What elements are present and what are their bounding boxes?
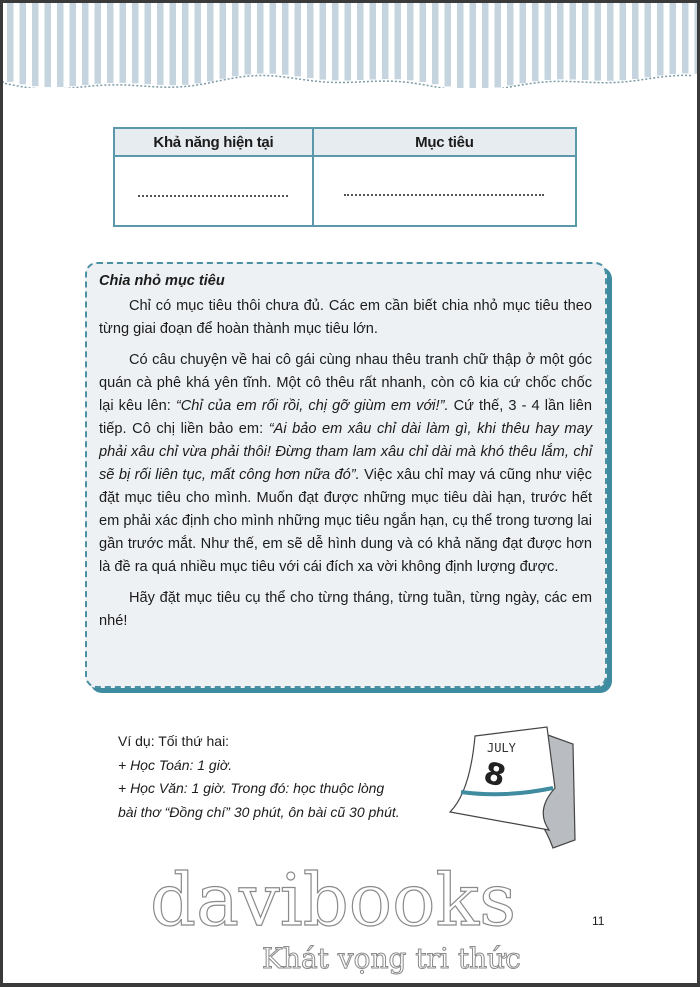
goal-table: [113, 127, 577, 227]
stripe: [657, 3, 664, 76]
decorative-stripe-header: [3, 3, 697, 88]
stripe: [207, 3, 214, 81]
column-header-current-ability: Khả năng hiện tại: [114, 128, 313, 156]
callout-paragraph-1: Chỉ có mục tiêu thôi chưa đủ. Các em cần biết chia nhỏ mục tiêu theo từng giai đoạn để hoàn thành mục tiêu lớn.: [99, 298, 592, 337]
stripe: [407, 3, 414, 80]
stripe: [532, 3, 539, 81]
callout-paragraph-3: Hãy đặt mục tiêu cụ thể cho từng tháng, từng tuần, từng ngày, các em nhé!: [99, 590, 592, 629]
calendar-month: JULY: [487, 741, 516, 755]
watermark-slogan: Khát vọng tri thức: [262, 942, 521, 975]
stripe: [582, 3, 589, 80]
stripe: [357, 3, 364, 80]
calendar-icon: [435, 722, 585, 852]
stripe: [345, 3, 352, 80]
stripe: [132, 3, 139, 83]
stripe: [195, 3, 202, 83]
stripe: [482, 3, 489, 88]
stripe: [7, 3, 14, 82]
callout-paragraph-2: [99, 349, 592, 579]
stripe: [620, 3, 627, 80]
stripe: [332, 3, 339, 80]
stripe: [45, 3, 52, 87]
stripe: [70, 3, 77, 86]
stripe: [645, 3, 652, 77]
calendar-day: 8: [480, 755, 510, 795]
callout-box: [85, 262, 607, 688]
stripe: [395, 3, 402, 79]
example-heading: Ví dụ: Tối thứ hai:: [118, 733, 230, 749]
text: Việc xâu chỉ may vá cũng như việc đặt mục tiêu cho mình. Muốn đạt được những mục tiêu dài hạn, trước hết em phải xác định cho mình những mục tiêu ngắn hạn, cụ thể trong tương lai gần trước mắt. Như thế, em sẽ dễ hình dung và có khả năng đạt được hơn là đề ra quá nhiều mục tiêu với cái đích xa vời không định lượng được.: [99, 467, 592, 575]
stripe: [145, 3, 152, 84]
stripe: [282, 3, 289, 75]
stripe: [157, 3, 164, 85]
dotted-fill-line: [138, 195, 288, 197]
stripe: [257, 3, 264, 74]
stripe: [57, 3, 64, 87]
stripe: [120, 3, 127, 83]
stripe: [82, 3, 89, 85]
stripe: [170, 3, 177, 85]
column-header-goal: Mục tiêu: [313, 128, 576, 156]
quote: “Ai bảo em xâu chỉ dài làm gì, khi thêu hay may phải xâu chỉ vừa phải thôi! Đừng tham lam xâu chỉ dài mà khó thêu lắm, chỉ sẽ bị rối liên tục, mất công hơn nữa đó”.: [99, 421, 592, 483]
stripe: [270, 3, 277, 74]
stripe: [557, 3, 564, 79]
stripe: [545, 3, 552, 80]
stripe: [570, 3, 577, 79]
text: Cứ thế, 3 - 4 lần liên tiếp. Cô chị liền bảo em:: [99, 398, 592, 437]
stripe: [420, 3, 427, 82]
quote: “Chỉ của em rối rồi, chị gỡ giùm em với!”.: [175, 398, 449, 414]
goal-cell[interactable]: [313, 156, 576, 226]
example-block: [118, 730, 438, 824]
stripe: [682, 3, 689, 73]
stripe: [670, 3, 677, 74]
stripe: [695, 3, 698, 74]
example-line: + Học Toán: 1 giờ.: [118, 756, 233, 773]
stripe: [182, 3, 189, 85]
stripe: [32, 3, 39, 86]
stripe: [495, 3, 502, 87]
stripe: [307, 3, 314, 78]
stripe: [595, 3, 602, 81]
callout-title: Chia nhỏ mục tiêu: [99, 273, 225, 289]
stripe: [245, 3, 252, 74]
page-number: 11: [592, 914, 605, 928]
stripe: [507, 3, 514, 86]
stripe: [295, 3, 302, 76]
stripe: [520, 3, 527, 83]
stripe: [382, 3, 389, 79]
stripe: [232, 3, 239, 76]
stripe: [607, 3, 614, 81]
stripe: [632, 3, 639, 79]
text: Có câu chuyện về hai cô gái cùng nhau thêu tranh chữ thập ở một góc quán cà phê khá yên tĩnh. Một cô thêu rất nhanh, còn cô kia cứ chốc chốc lại kêu lên:: [99, 352, 592, 414]
stripe: [107, 3, 114, 83]
stripe: [457, 3, 464, 88]
stripe: [470, 3, 477, 88]
stripe: [320, 3, 327, 80]
example-line: bài thơ “Đồng chí” 30 phút, ôn bài cũ 30 phút.: [118, 803, 400, 820]
stripe: [445, 3, 452, 86]
example-line: + Học Văn: 1 giờ. Trong đó: học thuộc lòng: [118, 780, 385, 796]
dotted-fill-line: [344, 194, 544, 196]
current-ability-cell[interactable]: [114, 156, 313, 226]
stripe: [95, 3, 102, 84]
stripe: [432, 3, 439, 84]
stripe: [20, 3, 27, 84]
stripe: [220, 3, 227, 79]
watermark-brand: davibooks: [150, 858, 517, 942]
stripe: [370, 3, 377, 79]
